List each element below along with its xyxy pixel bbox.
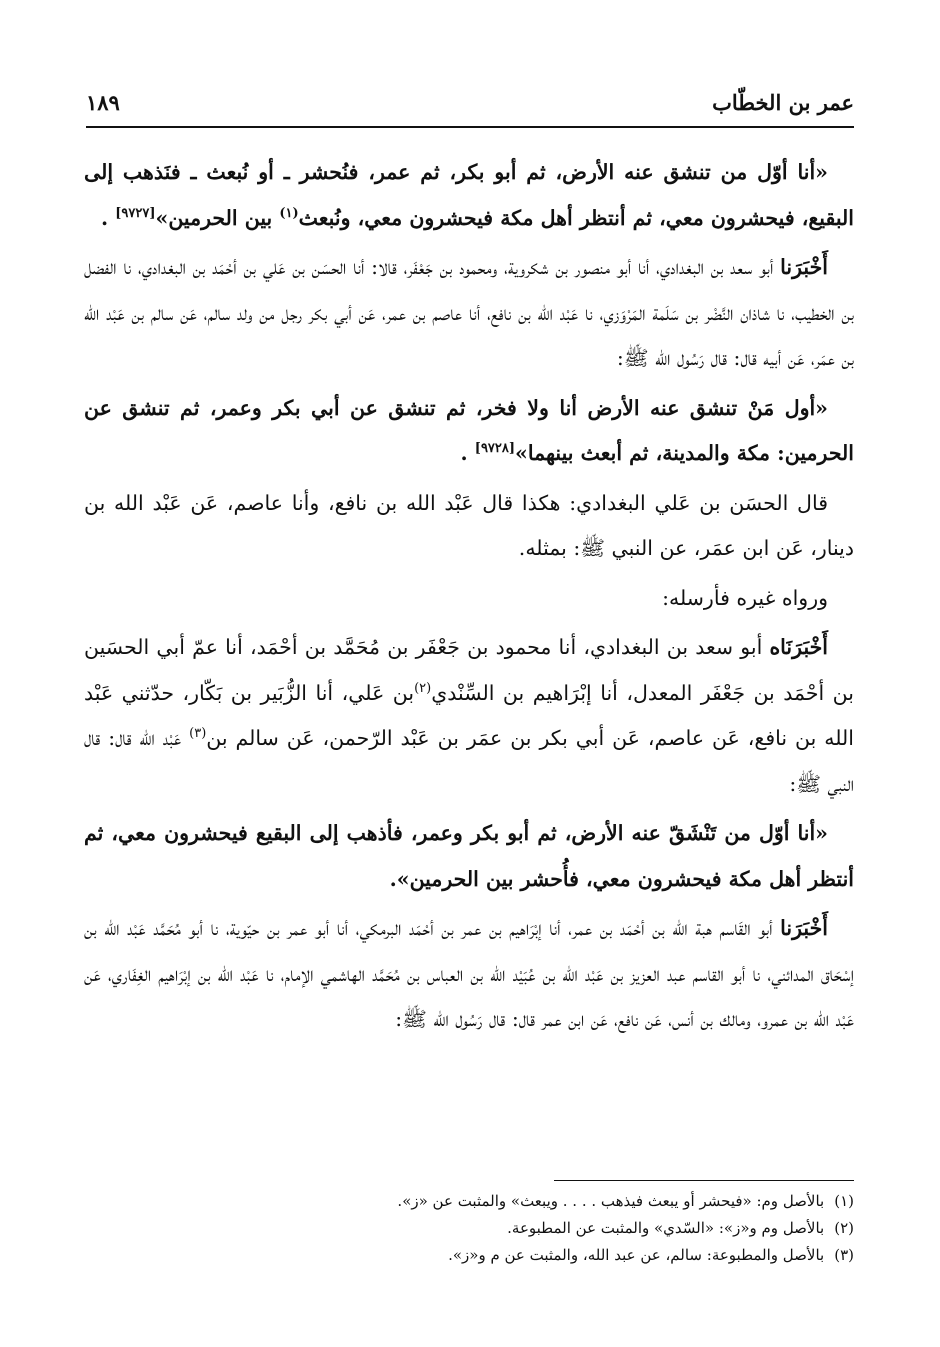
paragraph-end: . [460,441,475,465]
paragraph-end: . [100,205,116,230]
page-header [86,80,854,128]
narration-note-text: ورواه غيره فأرسله: [662,585,828,610]
footnote-marker: (٣) [189,726,207,742]
footnote-1 [86,1188,854,1215]
isnad-paragraph-3 [84,906,854,1043]
page-number: ١٨٩ [86,90,120,115]
footnote-text: بالأصل والمطبوعة: سالم، عن عبد الله، والمثبت عن م و«ز». [448,1246,825,1264]
isnad-text: أبو سعد بن البغدادي، أنا محمود بن جَعْفَر بن مُحَمَّد بن أحْمَد، أنا عمّ أبي الحسَين بن أحْمَد بن جَعْفَر المعدل، أنا إبْرَاهيم بن السِّنْدي [84,635,854,705]
hadith-text: «أنا أوّل من تَنْشَقّ عنه الأرض، ثم أبو بكر وعمر، فأذهب إلى البقيع فيحشرون معي، ثم أنتظر أهل مكة فيحشرون معي، فأُحشر بين الحرمين» [84,821,854,891]
footnote-number: (٢) [834,1219,854,1237]
footnote-2 [86,1215,854,1242]
isnad-text: أبو سعد بن البغدادي، أنا أبو منصور بن شكروية، ومحمود بن جَعْفَر، قالا: أنا الحسَن بن عَلي بن أحْمَد بن البغدادي، نا الفضل بن الخطيب، نا شاذان النَّضْر بن سَلَمة المَرْوَزي، نا عَبْد الله بن نافع، أنا عاصم بن عمر، عَن أبي بكر رجل من ولد سالم، عَن سالم بن عَبْد الله بن عمَر، عَن أبيه قال: قال رَسُول الله ﷺ: [84,255,854,370]
hadith-text-tail: بين الحرمين» [155,205,280,230]
paragraph-lead-word: أَخْبَرَنا [780,255,828,279]
hadith-paragraph-1 [84,150,854,241]
footnote-number: (١) [834,1192,854,1210]
paragraph-lead-word: أَخْبَرَنَاه [769,635,828,659]
running-title: عمر بن الخطّاب [712,90,854,115]
isnad-paragraph-2 [84,625,854,807]
paragraph-end: . [389,866,397,891]
isnad-text-continued: بن عَلي، أنا الزُّبَير بن بَكّار، حدّثني عَبْد الله بن نافع، عَن عاصم، عَن أبي بكر بن عمَر بن عَبْد الرّحمن، عَن سالم بن [84,680,854,750]
footnote-marker: (٢) [414,680,432,696]
isnad-text: أبو القَاسم هبة اللّه بن أحْمَد بن عمر، أنا إبْرَاهيم بن عمر بن أحْمَد البرمكي، أنا أبو عمر بن حيّوية، نا أبو مُحَمَّد عَبْد الله بن إسْحَاق المدائني، نا أبو القاسم عبد العزيز بن عَبْد الله بن عُبَيْد الله بن العباس بن مُحَمَّد الهاشمي الإمام، نا عَبْد الله بن إبْرَاهيم الغِفَاري، عَن عَبْد الله بن عمرو، ومالك بن أنس، عَن نافع، عَن ابن عمر قال: قال رَسُول الله ﷺ: [84,916,854,1031]
paragraph-lead-word: أَخْبَرَنا [780,916,828,940]
footnote-text: بالأصل وم و«ز»: «السّدي» والمثبت عن المطبوعة. [507,1219,825,1237]
hadith-text: «أول مَنْ تنشق عنه الأرض أنا ولا فخر، ثم تنشق عن أبي بكر وعمر، ثم تنشق عن الحرمين: مكة والمدينة، ثم أبعث بينهما» [84,395,854,465]
hadith-text: «أنا أوّل من تنشق عنه الأرض، ثم أبو بكر، ثم عمر، فنُحشر ـ أو نُبعث ـ فنَذهب إلى البقيع، فيحشرون معي، ثم أنتظر أهل مكة فيحشرون معي، ونُبعث [84,160,854,230]
hadith-paragraph-3 [84,811,854,902]
footnote-marker: (١) [279,205,299,221]
narration-note [84,576,854,622]
hadith-reference-number: [٩٧٢٨] [474,441,516,457]
footnote-number: (٣) [834,1246,854,1264]
hadith-paragraph-2 [84,386,854,477]
isnad-paragraph-1 [84,245,854,382]
page-body [84,150,854,1047]
isnad-text-end: عَبْد الله قال: قال النبي ﷺ: [84,726,854,796]
footnotes [86,1188,854,1269]
comment-paragraph [84,481,854,572]
footnote-3 [86,1242,854,1269]
footnote-text: بالأصل وم: «فيحشر أو يبعث فيذهب . . . . ويبعث» والمثبت عن «ز». [397,1192,825,1210]
comment-text: قال الحسَن بن عَلي البغدادي: هكذا قال عَبْد الله بن نافع، وأنا عاصم، عَن عَبْد الله بن دينار، عَن ابن عمَر، عن النبي ﷺ: بمثله. [84,490,854,560]
footnote-divider [554,1180,854,1181]
hadith-reference-number: [٩٧٢٧] [115,205,156,221]
